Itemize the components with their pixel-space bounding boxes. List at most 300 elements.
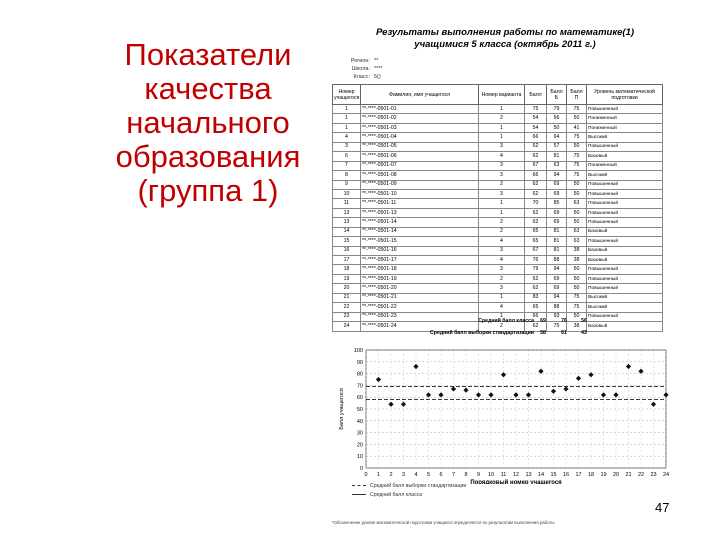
table-cell: 9 bbox=[333, 180, 361, 189]
summary-value: 43 bbox=[581, 330, 587, 336]
table-row bbox=[333, 189, 663, 198]
table-cell: 62 bbox=[525, 180, 547, 189]
data-point bbox=[451, 386, 456, 391]
table-cell: 67 bbox=[525, 246, 547, 255]
x-tick-label: 22 bbox=[637, 472, 645, 478]
table-cell: Повышенный bbox=[587, 274, 663, 283]
table-cell: 69 bbox=[547, 274, 567, 283]
table-cell: Базовый bbox=[587, 227, 663, 236]
table-row bbox=[333, 142, 663, 151]
table-row bbox=[333, 171, 663, 180]
x-tick-label: 20 bbox=[612, 472, 620, 478]
table-cell: Базовый bbox=[587, 322, 663, 331]
table-cell: 3 bbox=[479, 161, 525, 170]
table-cell: 63 bbox=[567, 227, 587, 236]
table-cell: 13 bbox=[333, 208, 361, 217]
table-cell: **-****-0501-14 bbox=[361, 227, 479, 236]
data-point bbox=[638, 369, 643, 374]
table-cell: 3 bbox=[479, 265, 525, 274]
legend-swatch bbox=[352, 485, 366, 486]
slide-title bbox=[92, 38, 324, 208]
data-point bbox=[663, 392, 668, 397]
table-cell: **-****-0501-03 bbox=[361, 123, 479, 132]
data-point bbox=[613, 392, 618, 397]
table-cell: 56 bbox=[547, 114, 567, 123]
y-tick-label: 90 bbox=[356, 359, 363, 366]
table-cell: 81 bbox=[547, 152, 567, 161]
y-tick-label: 0 bbox=[359, 466, 363, 472]
data-point bbox=[588, 372, 593, 377]
table-cell: Базовый bbox=[587, 256, 663, 265]
results-body bbox=[333, 105, 663, 332]
y-tick-label: 40 bbox=[356, 418, 363, 425]
table-cell: 57 bbox=[547, 142, 567, 151]
table-cell: 19 bbox=[333, 274, 361, 283]
table-cell: 75 bbox=[567, 293, 587, 302]
summary-label: Средний балл класса bbox=[478, 318, 534, 324]
x-axis-label: Порядковый номер учащегося bbox=[470, 480, 562, 484]
table-cell: 75 bbox=[567, 152, 587, 161]
table-cell: 1 bbox=[479, 123, 525, 132]
table-cell: Повышенный bbox=[587, 218, 663, 227]
table-cell: **-****-0501-04 bbox=[361, 133, 479, 142]
table-cell: 16 bbox=[333, 246, 361, 255]
table-row bbox=[333, 105, 663, 114]
table-cell: 1 bbox=[333, 105, 361, 114]
y-tick-label: 70 bbox=[356, 383, 363, 390]
x-tick-label: 19 bbox=[600, 472, 607, 478]
x-tick-label: 8 bbox=[464, 472, 468, 478]
y-tick-label: 10 bbox=[356, 454, 363, 461]
table-cell: Повышенный bbox=[587, 189, 663, 198]
table-row bbox=[333, 274, 663, 283]
table-cell: 67 bbox=[525, 161, 547, 170]
table-cell: **-****-0501-16 bbox=[361, 246, 479, 255]
table-cell: 3 bbox=[479, 171, 525, 180]
table-cell: **-****-0501-11 bbox=[361, 199, 479, 208]
table-cell: 1 bbox=[479, 133, 525, 142]
summary-value: 61 bbox=[561, 330, 567, 336]
table-cell: Высокий bbox=[587, 293, 663, 302]
x-tick-label: 15 bbox=[550, 472, 557, 478]
results-table bbox=[332, 84, 663, 332]
x-tick-label: 2 bbox=[389, 472, 393, 478]
document-title bbox=[332, 27, 678, 51]
page-number: 47 bbox=[655, 500, 670, 515]
table-cell: Высокий bbox=[587, 303, 663, 312]
results-document bbox=[332, 22, 678, 527]
table-cell: Повышенный bbox=[587, 284, 663, 293]
meta-value: **** bbox=[374, 66, 383, 72]
table-cell: 79 bbox=[547, 105, 567, 114]
table-cell: 69 bbox=[547, 189, 567, 198]
table-cell: 94 bbox=[547, 293, 567, 302]
table-cell: 17 bbox=[333, 256, 361, 265]
x-tick-label: 7 bbox=[451, 472, 456, 478]
table-cell: 94 bbox=[547, 265, 567, 274]
col-header: Фамилия, имя учащегося bbox=[361, 85, 479, 105]
data-point bbox=[476, 392, 481, 397]
document-footnote: *Обозначение уровня математической подготовки учащихся определяется по результатам выполнения работы bbox=[332, 520, 555, 525]
x-tick-label: 13 bbox=[525, 472, 532, 478]
table-cell: 54 bbox=[525, 123, 547, 132]
table-cell: 54 bbox=[525, 114, 547, 123]
x-tick-label: 6 bbox=[439, 472, 443, 478]
x-tick-label: 10 bbox=[487, 472, 495, 478]
slide-title-line: начального bbox=[126, 105, 290, 140]
data-point bbox=[488, 392, 493, 397]
document-title-line1: Результаты выполнения работы по математике(1) bbox=[375, 27, 635, 38]
table-row bbox=[333, 114, 663, 123]
table-cell: 65 bbox=[525, 237, 547, 246]
x-tick-label: 3 bbox=[401, 472, 406, 478]
table-row bbox=[333, 265, 663, 274]
data-point bbox=[626, 364, 631, 369]
table-cell: **-****-0501-18 bbox=[361, 265, 479, 274]
data-point bbox=[388, 402, 393, 407]
legend-item bbox=[352, 491, 466, 500]
data-point bbox=[601, 392, 606, 397]
table-cell: Повышенный bbox=[587, 180, 663, 189]
table-row bbox=[333, 152, 663, 161]
table-cell: 66 bbox=[525, 171, 547, 180]
table-row bbox=[333, 218, 663, 227]
data-point bbox=[526, 392, 531, 397]
table-cell: Базовый bbox=[587, 246, 663, 255]
table-cell: 88 bbox=[547, 303, 567, 312]
data-point bbox=[651, 402, 656, 407]
table-row bbox=[333, 237, 663, 246]
y-tick-label: 50 bbox=[356, 407, 363, 413]
x-tick-label: 11 bbox=[500, 472, 507, 478]
x-tick-label: 16 bbox=[562, 472, 570, 478]
table-cell: 3 bbox=[479, 246, 525, 255]
y-tick-label: 80 bbox=[356, 371, 363, 378]
table-row bbox=[333, 133, 663, 142]
meta-school bbox=[338, 65, 383, 73]
legend-item bbox=[352, 482, 466, 491]
meta-key: Регион: bbox=[350, 58, 370, 64]
slide-title-line: (группа 1) bbox=[137, 173, 279, 208]
table-cell: 69 bbox=[547, 180, 567, 189]
table-row bbox=[333, 208, 663, 217]
table-row bbox=[333, 256, 663, 265]
table-cell: Базовый bbox=[587, 152, 663, 161]
table-cell: **-****-0501-13 bbox=[361, 208, 479, 217]
table-cell: 50 bbox=[567, 189, 587, 198]
table-cell: 3 bbox=[479, 189, 525, 198]
col-header: Балл Б bbox=[547, 85, 567, 105]
table-cell: 2 bbox=[479, 227, 525, 236]
slide-title-line: образования bbox=[115, 139, 301, 174]
y-tick-label: 60 bbox=[356, 395, 363, 402]
x-tick-label: 5 bbox=[426, 472, 431, 478]
table-row bbox=[333, 199, 663, 208]
data-point bbox=[501, 372, 506, 377]
x-tick-label: 21 bbox=[625, 472, 632, 478]
table-cell: 38 bbox=[567, 322, 587, 331]
meta-region bbox=[338, 57, 383, 65]
table-cell: 88 bbox=[547, 256, 567, 265]
table-cell: **-****-0501-20 bbox=[361, 284, 479, 293]
table-cell: Пониженный bbox=[587, 123, 663, 132]
table-cell: 3 bbox=[333, 142, 361, 151]
table-cell: 14 bbox=[333, 227, 361, 236]
table-cell: 2 bbox=[479, 322, 525, 331]
table-cell: 6 bbox=[333, 152, 361, 161]
y-tick-label: 100 bbox=[353, 348, 363, 354]
table-row bbox=[333, 246, 663, 255]
summary-value: 56 bbox=[581, 318, 587, 324]
legend-label: Средний балл выборки стандартизации bbox=[370, 483, 467, 489]
data-point bbox=[551, 389, 556, 394]
table-cell: 3 bbox=[479, 284, 525, 293]
table-cell: 94 bbox=[547, 133, 567, 142]
table-cell: 1 bbox=[479, 293, 525, 302]
table-cell: 41 bbox=[567, 123, 587, 132]
col-header: Номер учащегося bbox=[333, 85, 361, 105]
table-cell: **-****-0501-08 bbox=[361, 171, 479, 180]
slide-title-line: качества bbox=[144, 71, 272, 106]
table-cell: 62 bbox=[525, 152, 547, 161]
x-tick-label: 24 bbox=[662, 472, 670, 478]
summary-row-sample bbox=[332, 329, 662, 339]
table-cell: 75 bbox=[567, 133, 587, 142]
table-cell: 69 bbox=[547, 208, 567, 217]
table-cell: 69 bbox=[547, 284, 567, 293]
x-tick-label: 1 bbox=[376, 472, 381, 478]
table-row bbox=[333, 227, 663, 236]
table-cell: 85 bbox=[547, 199, 567, 208]
slide-title-line: Показатели bbox=[124, 37, 292, 72]
summary-row-class bbox=[332, 317, 662, 327]
data-point bbox=[513, 392, 518, 397]
x-tick-label: 23 bbox=[650, 472, 657, 478]
table-row bbox=[333, 303, 663, 312]
table-cell: 75 bbox=[547, 322, 567, 331]
table-cell: 18 bbox=[333, 265, 361, 274]
table-cell: 22 bbox=[333, 303, 361, 312]
table-cell: Повышенный bbox=[587, 208, 663, 217]
data-point bbox=[563, 386, 568, 391]
table-cell: 94 bbox=[547, 171, 567, 180]
table-cell: 1 bbox=[479, 208, 525, 217]
table-cell: 1 bbox=[333, 114, 361, 123]
table-row bbox=[333, 284, 663, 293]
table-cell: 66 bbox=[525, 312, 547, 321]
table-row bbox=[333, 180, 663, 189]
table-cell: 4 bbox=[479, 256, 525, 265]
table-cell: 63 bbox=[567, 237, 587, 246]
table-cell: Пониженный bbox=[587, 114, 663, 123]
table-cell: 65 bbox=[525, 303, 547, 312]
table-cell: 63 bbox=[567, 199, 587, 208]
table-cell: 1 bbox=[479, 199, 525, 208]
table-cell: Повышенный bbox=[587, 265, 663, 274]
table-cell: 66 bbox=[525, 133, 547, 142]
x-tick-label: 12 bbox=[512, 472, 520, 478]
data-point bbox=[376, 377, 381, 382]
table-cell: 4 bbox=[479, 303, 525, 312]
score-chart bbox=[332, 344, 678, 484]
table-cell: 65 bbox=[525, 227, 547, 236]
table-cell: 50 bbox=[567, 265, 587, 274]
summary-label: Средний балл выборки стандартизации bbox=[430, 330, 534, 336]
table-row bbox=[333, 123, 663, 132]
table-cell: 20 bbox=[333, 284, 361, 293]
table-cell: Пониженный bbox=[587, 161, 663, 170]
table-cell: **-****-0501-10 bbox=[361, 189, 479, 198]
summary-value: 76 bbox=[561, 318, 567, 324]
table-cell: 50 bbox=[567, 208, 587, 217]
table-cell: 11 bbox=[333, 199, 361, 208]
meta-class bbox=[338, 73, 383, 81]
meta-key: Школа: bbox=[351, 66, 370, 72]
table-cell: Повышенный bbox=[587, 237, 663, 246]
table-cell: 62 bbox=[525, 322, 547, 331]
table-cell: 23 bbox=[333, 312, 361, 321]
table-cell: 50 bbox=[567, 284, 587, 293]
table-cell: **-****-0501-14 bbox=[361, 218, 479, 227]
chart-legend bbox=[352, 482, 466, 500]
legend-label: Средний балл класса bbox=[370, 492, 423, 498]
x-tick-label: 0 bbox=[364, 472, 368, 478]
table-cell: 83 bbox=[525, 293, 547, 302]
summary-value: 69 bbox=[540, 318, 546, 324]
table-cell: 3 bbox=[479, 142, 525, 151]
data-point bbox=[413, 364, 418, 369]
table-cell: 93 bbox=[547, 312, 567, 321]
table-cell: Высокий bbox=[587, 133, 663, 142]
table-cell: **-****-0501-21 bbox=[361, 293, 479, 302]
table-cell: 62 bbox=[525, 189, 547, 198]
table-cell: 70 bbox=[525, 199, 547, 208]
table-cell: Повышенный bbox=[587, 105, 663, 114]
table-cell: 50 bbox=[567, 312, 587, 321]
table-row bbox=[333, 161, 663, 170]
table-cell: 8 bbox=[333, 171, 361, 180]
table-cell: 2 bbox=[479, 180, 525, 189]
table-cell: **-****-0501-19 bbox=[361, 274, 479, 283]
table-cell: **-****-0501-07 bbox=[361, 161, 479, 170]
table-cell: 38 bbox=[567, 256, 587, 265]
col-header: Балл bbox=[525, 85, 547, 105]
table-cell: 50 bbox=[567, 218, 587, 227]
y-tick-label: 30 bbox=[356, 430, 363, 437]
data-point bbox=[576, 376, 581, 381]
y-tick-label: 20 bbox=[356, 442, 363, 449]
col-header: Балл П bbox=[567, 85, 587, 105]
table-cell: Повышенный bbox=[587, 142, 663, 151]
document-meta bbox=[338, 57, 383, 81]
table-cell: **-****-0501-23 bbox=[361, 312, 479, 321]
table-cell: 76 bbox=[525, 256, 547, 265]
table-cell: 75 bbox=[567, 105, 587, 114]
table-cell: 15 bbox=[333, 237, 361, 246]
data-point bbox=[401, 402, 406, 407]
table-cell: 75 bbox=[567, 303, 587, 312]
table-cell: 50 bbox=[567, 142, 587, 151]
x-tick-label: 18 bbox=[587, 472, 595, 478]
table-cell: 13 bbox=[333, 218, 361, 227]
table-cell: 21 bbox=[333, 293, 361, 302]
table-cell: **-****-0501-17 bbox=[361, 256, 479, 265]
table-cell: 81 bbox=[547, 237, 567, 246]
meta-value: ** bbox=[374, 58, 379, 64]
y-axis-label: Балл учащегося bbox=[339, 388, 345, 430]
table-cell: **-****-0501-09 bbox=[361, 180, 479, 189]
col-header: Уровень математической подготовки bbox=[587, 85, 663, 105]
table-cell: 81 bbox=[547, 246, 567, 255]
table-cell: **-****-0501-02 bbox=[361, 114, 479, 123]
table-cell: 2 bbox=[479, 114, 525, 123]
table-cell: 62 bbox=[525, 142, 547, 151]
table-cell: Повышенный bbox=[587, 312, 663, 321]
table-cell: 7 bbox=[333, 161, 361, 170]
x-tick-label: 17 bbox=[575, 472, 582, 478]
table-cell: 1 bbox=[479, 312, 525, 321]
table-cell: 1 bbox=[333, 123, 361, 132]
table-header-row bbox=[333, 85, 663, 105]
table-cell: 4 bbox=[333, 133, 361, 142]
table-cell: Повышенный bbox=[587, 199, 663, 208]
table-cell: 79 bbox=[525, 265, 547, 274]
table-cell: 62 bbox=[525, 208, 547, 217]
legend-swatch bbox=[352, 494, 366, 495]
x-tick-label: 9 bbox=[476, 472, 481, 478]
data-point bbox=[538, 369, 543, 374]
data-point bbox=[426, 392, 431, 397]
table-cell: 62 bbox=[525, 218, 547, 227]
data-point bbox=[438, 392, 443, 397]
table-cell: 75 bbox=[567, 161, 587, 170]
table-cell: 50 bbox=[547, 123, 567, 132]
col-header: Номер варианта bbox=[479, 85, 525, 105]
table-cell: 75 bbox=[525, 105, 547, 114]
table-cell: 63 bbox=[547, 161, 567, 170]
table-cell: 62 bbox=[525, 284, 547, 293]
table-cell: 50 bbox=[567, 274, 587, 283]
table-cell: 2 bbox=[479, 218, 525, 227]
table-cell: 4 bbox=[479, 152, 525, 161]
table-cell: **-****-0501-01 bbox=[361, 105, 479, 114]
table-cell: 75 bbox=[567, 171, 587, 180]
document-title-line2: учащимися 5 класса (октябрь 2011 г.) bbox=[414, 39, 596, 50]
data-point bbox=[463, 388, 468, 393]
table-cell: **-****-0501-05 bbox=[361, 142, 479, 151]
table-cell: 4 bbox=[479, 237, 525, 246]
table-cell: 50 bbox=[567, 180, 587, 189]
meta-value: 5() bbox=[374, 74, 381, 80]
table-cell: 50 bbox=[567, 114, 587, 123]
table-cell: Высокий bbox=[587, 171, 663, 180]
summary-value: 58 bbox=[540, 330, 546, 336]
table-cell: 81 bbox=[547, 227, 567, 236]
meta-key: Класс: bbox=[353, 74, 370, 80]
table-cell: 62 bbox=[525, 274, 547, 283]
table-row bbox=[333, 293, 663, 302]
x-tick-label: 4 bbox=[414, 472, 418, 478]
table-cell: 69 bbox=[547, 218, 567, 227]
table-cell: **-****-0501-06 bbox=[361, 152, 479, 161]
table-cell: **-****-0501-15 bbox=[361, 237, 479, 246]
x-tick-label: 14 bbox=[537, 472, 545, 478]
table-cell: 10 bbox=[333, 189, 361, 198]
table-cell: 1 bbox=[479, 105, 525, 114]
table-cell: 2 bbox=[479, 274, 525, 283]
table-cell: **-****-0501-24 bbox=[361, 322, 479, 331]
table-cell: **-****-0501-22 bbox=[361, 303, 479, 312]
